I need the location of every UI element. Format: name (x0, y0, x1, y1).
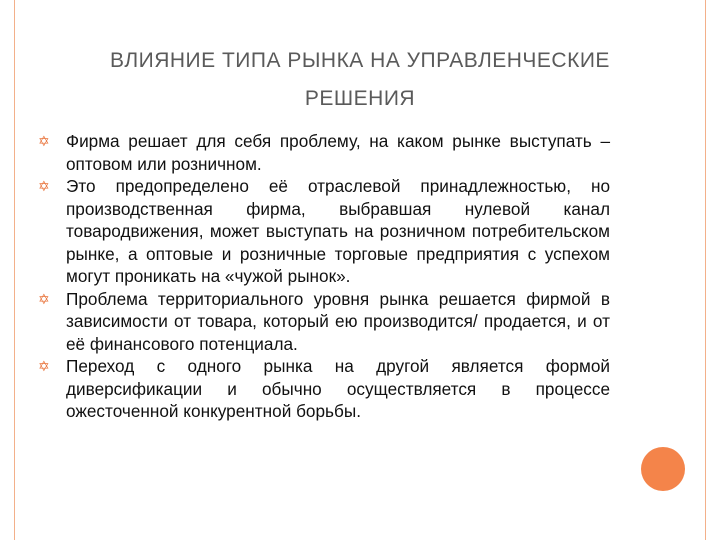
slide-title-line2: РЕШЕНИЯ (304, 87, 416, 110)
bullet-item (38, 130, 610, 175)
bullet-text: Это предопределено её отраслевой принадлежностью, но производственная фирма, выбравшая нулевой канал товародвижения, может выступать на розничном потребительском рынке, а оптовые и розничные торговые предприятия с успехом могут проникать на «чужой рынок». (66, 176, 610, 286)
slide-title-line1: ВЛИЯНИЕ ТИПА РЫНКА НА УПРАВЛЕНЧЕСКИЕ (110, 49, 610, 72)
star-bullet-icon: ✡ (38, 133, 50, 149)
star-bullet-icon: ✡ (38, 178, 50, 194)
bullet-item (38, 355, 610, 423)
bullet-text: Проблема территориального уровня рынка решается фирмой в зависимости от товара, который ею производится/ продается, и от её финансового потенциала. (66, 288, 610, 354)
slide-frame-left (14, 0, 15, 540)
decorative-circle (641, 447, 685, 491)
slide-title (40, 42, 680, 118)
bullet-item (38, 175, 610, 288)
slide-frame-right (705, 0, 706, 540)
star-bullet-icon: ✡ (38, 358, 50, 374)
bullet-text: Фирма решает для себя проблему, на каком рынке выступать – оптовом или розничном. (66, 131, 610, 174)
star-bullet-icon: ✡ (38, 290, 50, 307)
bullet-item (38, 288, 610, 356)
bullet-text: Переход с одного рынка на другой является формой диверсификации и обычно осуществляется в процессе ожесточенной конкурентной борьбы. (66, 356, 610, 421)
bullet-list (38, 130, 610, 423)
